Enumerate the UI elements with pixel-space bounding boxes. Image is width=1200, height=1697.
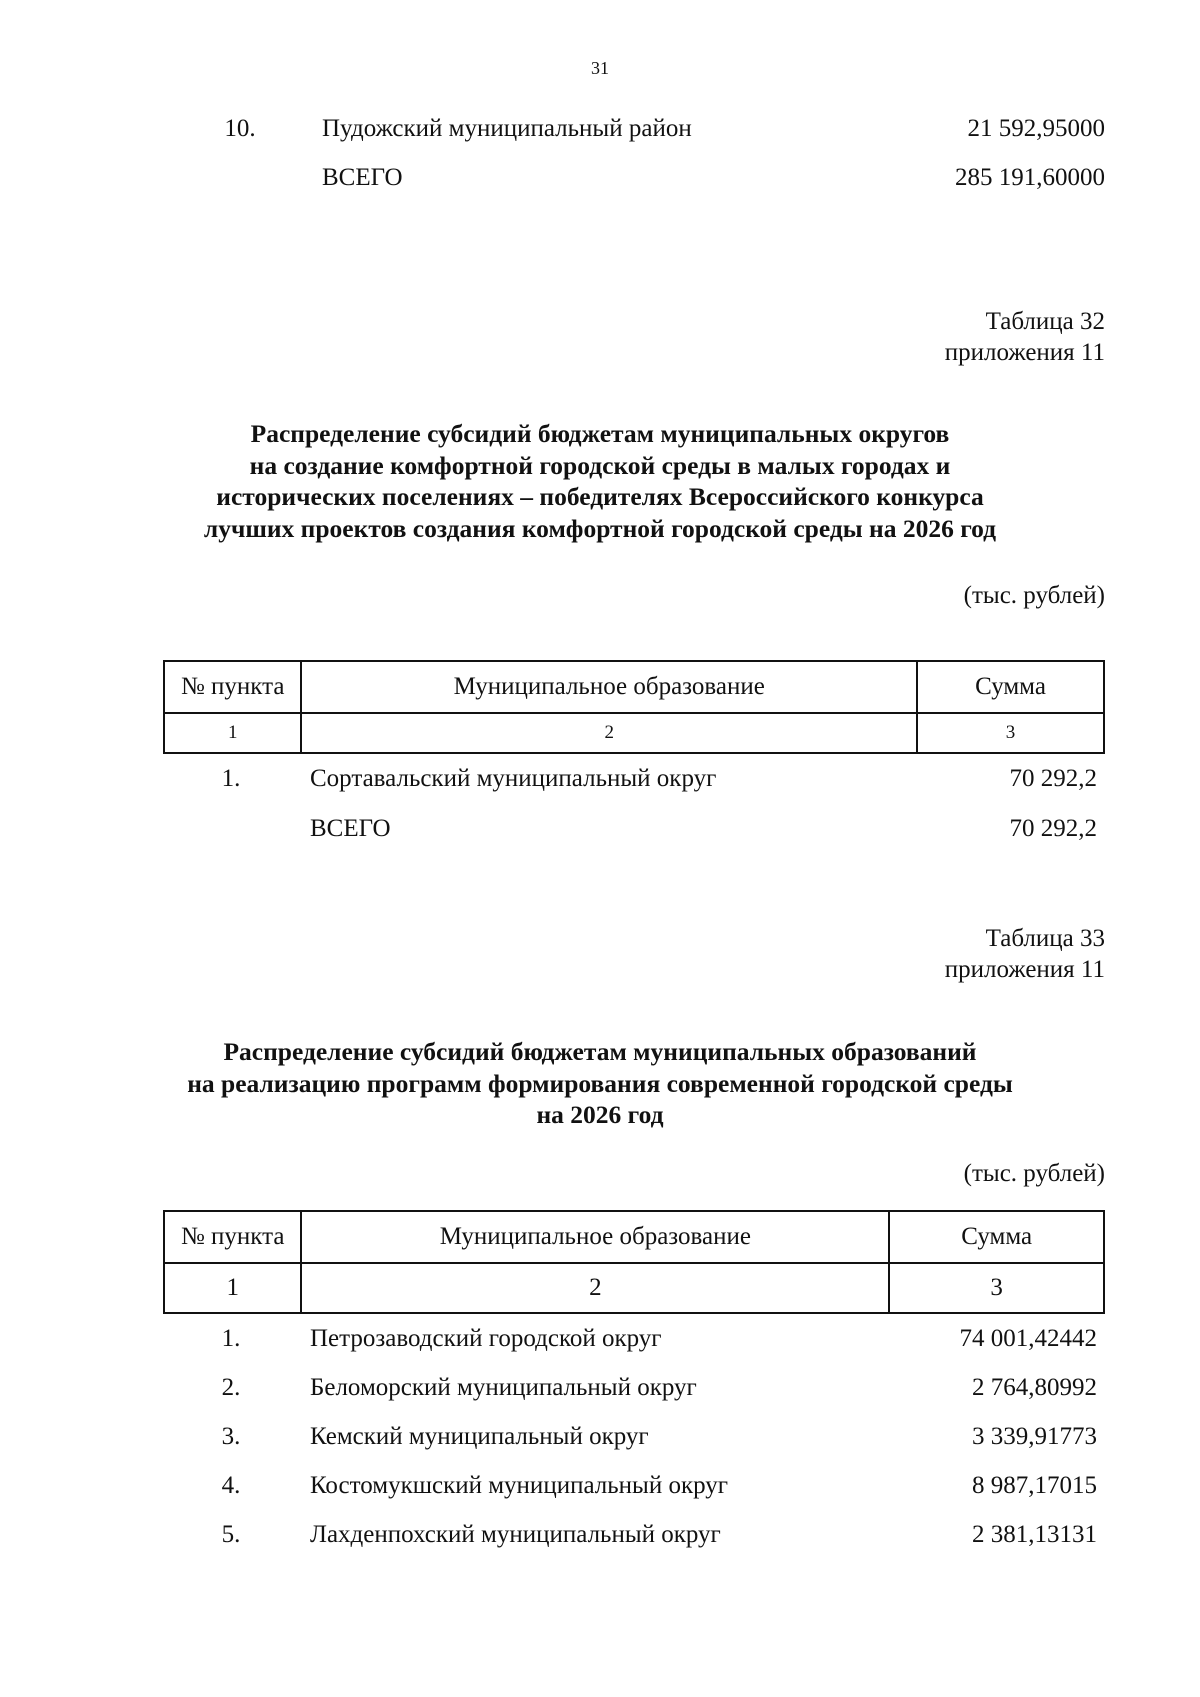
row-municipality: Костомукшский муниципальный округ xyxy=(310,1472,729,1499)
total-label: ВСЕГО xyxy=(322,164,403,191)
table-32-label xyxy=(945,306,1105,368)
title-line: на реализацию программ формирования современной городской среды xyxy=(187,1068,1013,1098)
header-col-number: № пункта xyxy=(164,1211,301,1263)
col-number-2: 2 xyxy=(301,713,917,753)
table-32-header xyxy=(163,660,1105,754)
total-sum: 70 292,2 xyxy=(1009,815,1097,842)
row-municipality: Лахденпохский муниципальный округ xyxy=(310,1521,721,1548)
row-sum: 2 381,13131 xyxy=(972,1521,1097,1548)
header-col-sum: Сумма xyxy=(889,1211,1104,1263)
row-number: 10. xyxy=(224,115,256,142)
col-number-2: 2 xyxy=(301,1263,889,1313)
total-label: ВСЕГО xyxy=(310,815,391,842)
row-municipality: Беломорский муниципальный округ xyxy=(310,1374,697,1401)
header-col-number: № пункта xyxy=(164,661,301,713)
col-number-3: 3 xyxy=(889,1263,1104,1313)
title-line: лучших проектов создания комфортной городской среды на 2026 год xyxy=(203,513,997,543)
row-sum: 70 292,2 xyxy=(1009,765,1097,792)
title-line: на 2026 год xyxy=(536,1100,664,1129)
header-col-municipality: Муниципальное образование xyxy=(301,1211,889,1263)
table-33-title xyxy=(0,1036,1200,1131)
header-col-municipality: Муниципальное образование xyxy=(301,661,917,713)
appendix-label-line: приложения 11 xyxy=(944,956,1105,983)
table-label-line: Таблица 33 xyxy=(985,925,1105,952)
row-number: 5. xyxy=(221,1521,241,1548)
title-line: на создание комфортной городской среды в малых городах и xyxy=(249,450,951,480)
header-col-sum: Сумма xyxy=(917,661,1104,713)
row-sum: 2 764,80992 xyxy=(972,1374,1097,1401)
table-32-units: (тыс. рублей) xyxy=(963,582,1105,609)
title-line: исторических поселениях – победителях Всероссийского конкурса xyxy=(216,482,984,511)
row-municipality: Сортавальский муниципальный округ xyxy=(310,765,717,792)
row-sum: 8 987,17015 xyxy=(972,1472,1097,1499)
table-label-line: Таблица 32 xyxy=(985,308,1105,335)
table-32-title xyxy=(0,418,1200,544)
row-sum: 3 339,91773 xyxy=(972,1423,1097,1450)
row-municipality: Пудожский муниципальный район xyxy=(322,115,692,142)
table-33-header xyxy=(163,1210,1105,1314)
table-33-label xyxy=(945,923,1105,985)
row-sum: 21 592,95000 xyxy=(967,115,1105,142)
page-number: 31 xyxy=(591,58,609,78)
row-number: 3. xyxy=(221,1423,241,1450)
row-number: 4. xyxy=(221,1472,241,1499)
col-number-1: 1 xyxy=(164,1263,301,1313)
row-municipality: Кемский муниципальный округ xyxy=(310,1423,649,1450)
col-number-1: 1 xyxy=(164,713,301,753)
row-number: 1. xyxy=(221,765,241,792)
row-number: 2. xyxy=(221,1374,241,1401)
table-33-units: (тыс. рублей) xyxy=(963,1160,1105,1187)
row-number: 1. xyxy=(221,1325,241,1352)
col-number-3: 3 xyxy=(917,713,1104,753)
title-line: Распределение субсидий бюджетам муниципальных округов xyxy=(250,419,950,448)
title-line: Распределение субсидий бюджетам муниципальных образований xyxy=(223,1037,977,1066)
row-sum: 74 001,42442 xyxy=(959,1325,1097,1352)
total-sum: 285 191,60000 xyxy=(955,164,1105,191)
appendix-label-line: приложения 11 xyxy=(944,339,1105,366)
row-municipality: Петрозаводский городской округ xyxy=(310,1325,662,1352)
